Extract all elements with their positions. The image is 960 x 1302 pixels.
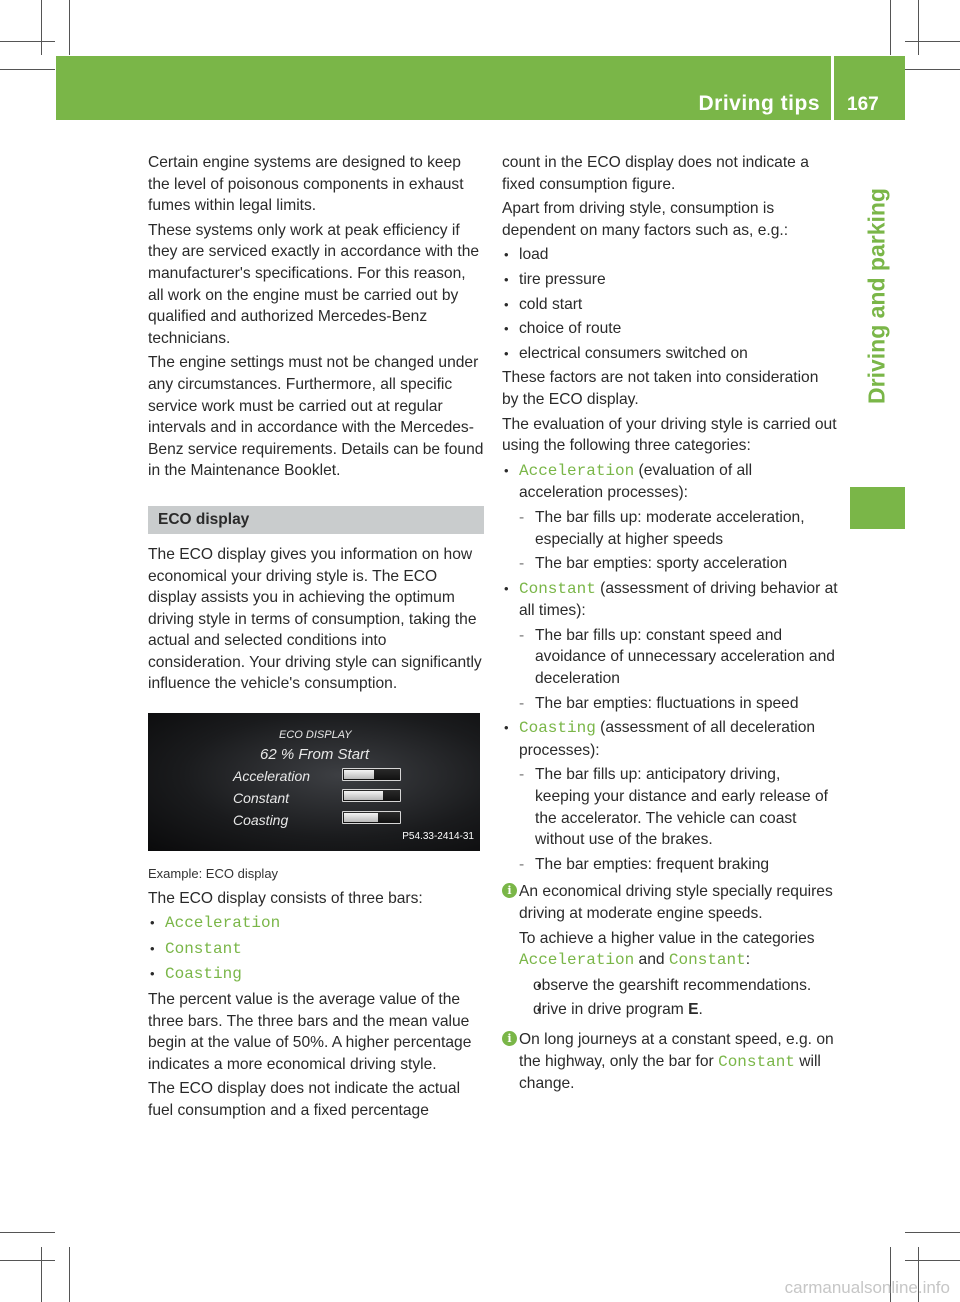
category-desc: (evaluation of all acceleration processes): [519,461,753,502]
mono-term: Coasting [165,965,242,984]
info-text-part: and [634,951,669,969]
paragraph: The ECO display gives you information on how economical your driving style is. The ECO display assists you in achieving the optimum driving style in terms of consumption, taking the actual and selected conditions into consideration. Your driving style can significantly influence the vehicle's consumption. [148,545,482,693]
list-item: • choice of route [502,318,838,340]
paragraph: The ECO display does not indicate the actual fuel consumption and a fixed percentage [148,1080,461,1119]
info-text-part: On long journeys at a constant speed, e.g. on the highway, only the bar for [519,1030,834,1070]
category-desc: (assessment of driving behavior at all times): [519,579,838,620]
mono-term: Acceleration [519,461,635,480]
info-list-item [519,999,838,1021]
crop-mark [918,0,919,55]
paragraph: The evaluation of your driving style is carried out using the following three categories: [502,415,837,455]
info-text [519,928,838,972]
crop-mark [0,1232,55,1233]
crop-mark [905,1232,960,1233]
right-column [502,152,838,1098]
eco-display-image [148,713,480,851]
list-item [148,963,484,986]
crop-mark [0,41,55,42]
figure-caption: Example: ECO display [148,866,279,882]
eco-bar-label: Acceleration [233,768,311,785]
mono-term: Constant [718,1052,795,1071]
info-note [502,1029,838,1095]
category-item [502,717,838,761]
eco-bar-fill [344,791,383,800]
info-note [502,881,838,1021]
header-separator [831,56,834,120]
crop-mark [0,1260,55,1261]
header-title: Driving tips [698,92,820,115]
eco-bar [342,768,401,781]
eco-bar-fill [344,770,374,779]
crop-mark [905,69,960,70]
sub-item: - The bar fills up: moderate acceleration, especially at higher speeds [502,507,838,550]
side-tab-block [850,487,905,529]
paragraph: count in the ECO display does not indicate a fixed consumption figure. [502,154,809,193]
watermark: carmanualsonline.info [784,1278,950,1297]
paragraph: These systems only work at peak efficiency if they are serviced exactly in accordance with the manufacturer's specifications. For this reason, all work on the engine must be carried out by qualified and authorized Mercedes-Benz technicians. [148,221,480,347]
info-text-part: . [698,1001,703,1019]
info-text-part: : [745,951,751,969]
mono-term: Acceleration [519,951,635,970]
left-column [148,152,484,1125]
info-text-part: To achieve a higher value in the categories [519,929,815,947]
sub-item: - The bar empties: fluctuations in speed [502,693,838,715]
list-item: • load [502,244,838,266]
info-list-item: • observe the gearshift recommendations. [519,975,838,997]
info-text [519,1029,838,1095]
section-heading: ECO display [148,506,484,534]
crop-mark [0,69,55,70]
sub-item: - The bar fills up: anticipatory driving, keeping your distance and early release of the accelerator. The vehicle can coast without use of the brakes. [502,764,838,850]
side-tab-label: Driving and parking [863,188,890,404]
paragraph: The percent value is the average value of the three bars. The three bars and the mean value begin at the value of 50%. A higher percentage indicates a more economical driving style. [148,991,472,1073]
mono-term: Constant [165,939,242,958]
eco-display-percent: 62 % From Start [260,746,370,764]
eco-bar-label: Constant [233,790,290,807]
list-item [148,912,484,935]
crop-mark [69,0,70,55]
mono-term: Acceleration [165,914,281,933]
sub-item: - The bar empties: frequent braking [502,854,838,876]
mono-term: Constant [519,579,596,598]
sub-item: - The bar empties: sporty acceleration [502,553,838,575]
eco-bar [342,789,401,802]
drive-program: E [688,1001,699,1019]
category-item [502,578,838,622]
eco-bar [342,811,401,824]
eco-display-title: ECO DISPLAY [279,729,352,742]
info-text: An economical driving style specially requires driving at moderate engine speeds. [519,883,833,922]
eco-bar-fill [344,813,378,822]
list-item: • electrical consumers switched on [502,343,838,365]
info-icon: i [502,883,517,898]
list-item: • cold start [502,294,838,316]
paragraph: Apart from driving style, consumption is dependent on many factors such as, e.g.: [502,200,789,239]
eco-bar-label: Coasting [233,812,289,829]
paragraph: Certain engine systems are designed to keep the level of poisonous components in exhaust fumes within legal limits. [148,154,464,215]
paragraph: The ECO display consists of three bars: [148,889,423,907]
list-item: • tire pressure [502,269,838,291]
list-item [148,938,484,961]
page-number: 167 [847,94,879,115]
paragraph: The engine settings must not be changed under any circumstances. Furthermore, all specific service work must be carried out at regular intervals and in accordance with the Mercedes-Benz service requirements. Details can be found in the Maintenance Booklet. [148,354,484,480]
category-desc: (assessment of all deceleration processes): [519,719,816,759]
crop-mark [905,1260,960,1261]
crop-mark [41,1247,42,1302]
crop-mark [41,0,42,55]
crop-mark [890,0,891,55]
info-text-part: will change. [519,1052,821,1093]
mono-term: Constant [668,951,746,970]
info-icon: i [502,1031,517,1046]
mono-term: Coasting [519,719,596,738]
info-text-part: drive in drive program [533,1001,689,1019]
paragraph: These factors are not taken into consideration by the ECO display. [502,369,819,408]
category-item [502,460,838,504]
figure-code: P54.33-2414-31 [402,831,474,843]
crop-mark [905,41,960,42]
sub-item: - The bar fills up: constant speed and avoidance of unnecessary acceleration and deceleration [502,625,838,690]
crop-mark [69,1247,70,1302]
